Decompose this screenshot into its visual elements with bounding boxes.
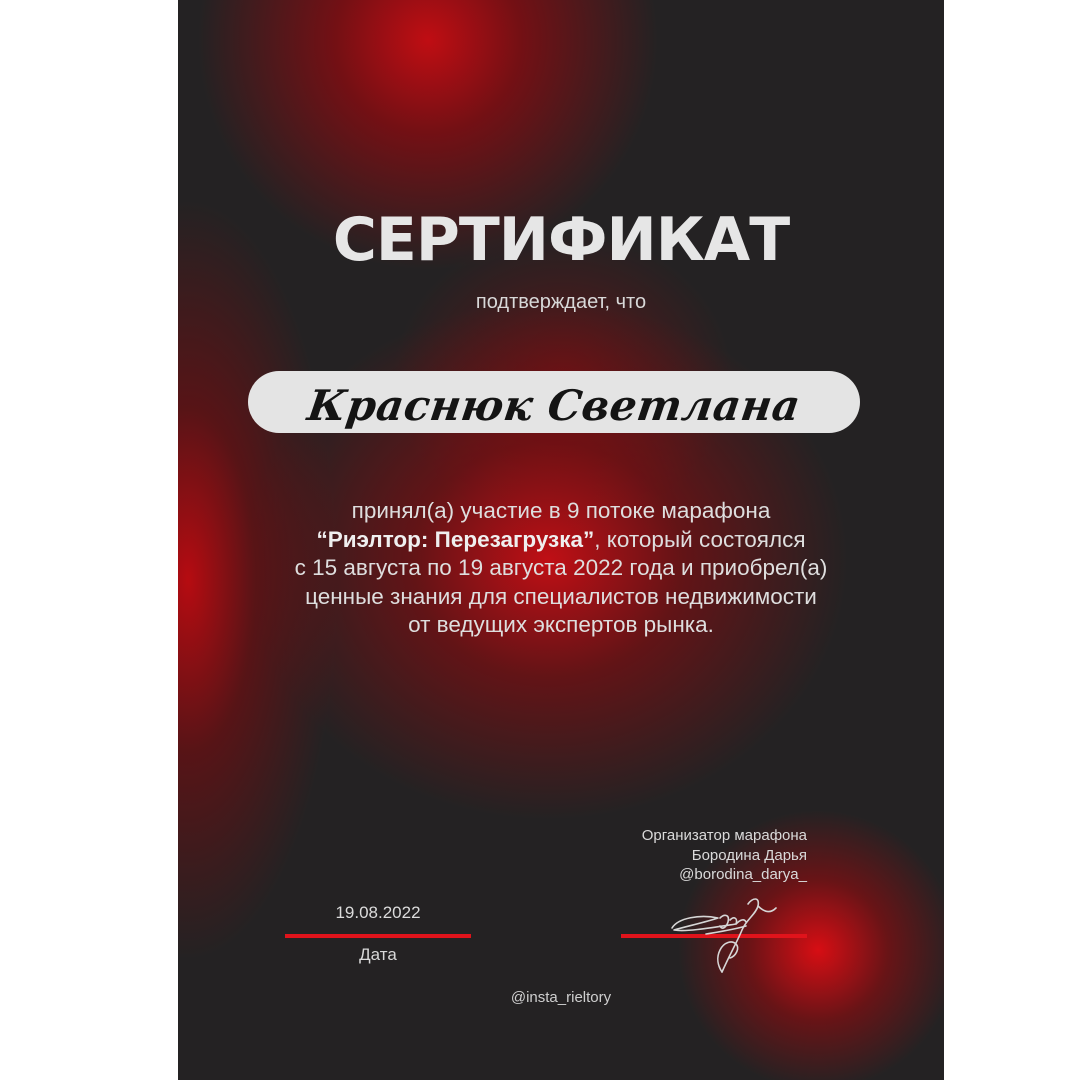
recipient-name-pill (248, 371, 860, 433)
organizer-name: Бородина Дарья (691, 846, 807, 864)
body-line-2 (178, 526, 944, 555)
organizer-block (598, 826, 807, 885)
body-line-3: с 15 августа по 19 августа 2022 года и приобрел(а) (294, 555, 828, 580)
body-line-1: принял(а) участие в 9 потоке марафона (351, 498, 771, 523)
certificate-title: СЕРТИФИКАТ (332, 205, 790, 275)
body-line-2-rest: , который состоялся (594, 526, 806, 552)
marathon-name: “Риэлтор: Перезагрузка” (316, 526, 595, 552)
date-value: 19.08.2022 (335, 903, 421, 922)
body-line-4: ценные знания для специалистов недвижимости (305, 583, 817, 609)
certificate-body (178, 497, 944, 640)
footer-handle: @insta_rieltory (510, 989, 612, 1006)
date-underline (285, 934, 471, 938)
recipient-name: Краснюк Светлана (304, 381, 804, 430)
confirm-text: подтверждает, что (475, 291, 647, 313)
organizer-handle: @borodina_darya_ (679, 866, 807, 883)
signature-icon (666, 884, 786, 980)
body-line-5: от ведущих экспертов рынка. (408, 612, 714, 637)
certificate (178, 0, 944, 1080)
organizer-role: Организатор марафона (641, 827, 807, 844)
date-label: Дата (359, 945, 397, 964)
